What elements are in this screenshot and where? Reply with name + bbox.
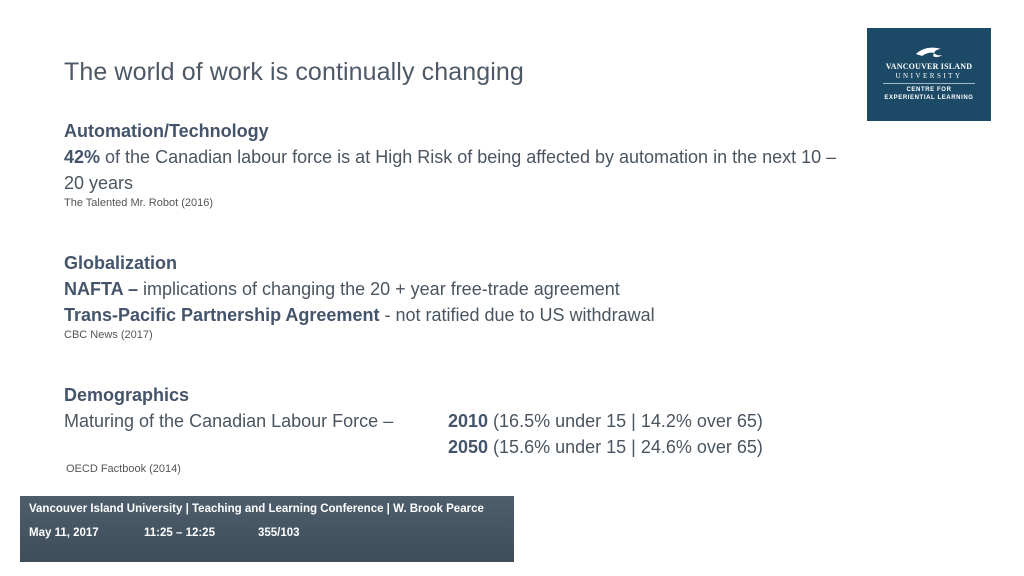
year-2010-text: (16.5% under 15 | 14.2% over 65): [488, 411, 763, 431]
globalization-source: CBC News (2017): [64, 329, 153, 341]
demographics-row-2: [64, 434, 844, 460]
year-2050: 2050: [448, 437, 489, 457]
viu-logo: [867, 28, 991, 121]
automation-stat: 42%: [64, 147, 101, 167]
demographics-heading: Demographics: [64, 385, 190, 405]
year-2010: 2010: [448, 411, 489, 431]
year-2050-text: (15.6% under 15 | 24.6% over 65): [488, 437, 763, 457]
demographics-text: Maturing of the Canadian Labour Force –: [64, 411, 394, 431]
automation-section: [64, 118, 844, 210]
whale-icon: [914, 44, 944, 60]
tpp-label: Trans-Pacific Partnership Agreement: [64, 305, 380, 325]
year-2010-line: [448, 408, 763, 434]
footer-conference: Vancouver Island University | Teaching and Learning Conference | W. Brook Pearce: [29, 503, 484, 515]
footer-banner: [20, 496, 514, 562]
demographics-section: [64, 382, 844, 476]
slide-title: The world of work is continually changing: [64, 58, 524, 86]
footer-date: May 11, 2017: [29, 527, 99, 539]
demographics-source: OECD Factbook (2014): [66, 463, 181, 475]
logo-line-3: CENTRE FOR: [906, 87, 952, 93]
automation-heading: Automation/Technology: [64, 121, 269, 141]
demographics-row-1: [64, 408, 844, 434]
automation-source: The Talented Mr. Robot (2016): [64, 197, 213, 209]
nafta-line: [64, 276, 844, 302]
nafta-label: NAFTA –: [64, 279, 138, 299]
nafta-text: implications of changing the 20 + year free-trade agreement: [138, 279, 620, 299]
globalization-heading: Globalization: [64, 253, 178, 273]
tpp-line: [64, 302, 844, 328]
automation-text: of the Canadian labour force is at High Risk of being affected by automation in the next 10 – 20 years: [64, 147, 837, 193]
footer-room: 355/103: [258, 527, 300, 539]
logo-line-2: UNIVERSITY: [895, 72, 963, 80]
logo-divider: [883, 83, 975, 84]
logo-line-4: EXPERIENTIAL LEARNING: [884, 95, 974, 101]
logo-line-1: VANCOUVER ISLAND: [885, 62, 973, 71]
globalization-section: [64, 250, 844, 342]
footer-time: 11:25 – 12:25: [144, 527, 215, 539]
automation-body: [64, 144, 844, 196]
tpp-text: - not ratified due to US withdrawal: [379, 305, 655, 325]
